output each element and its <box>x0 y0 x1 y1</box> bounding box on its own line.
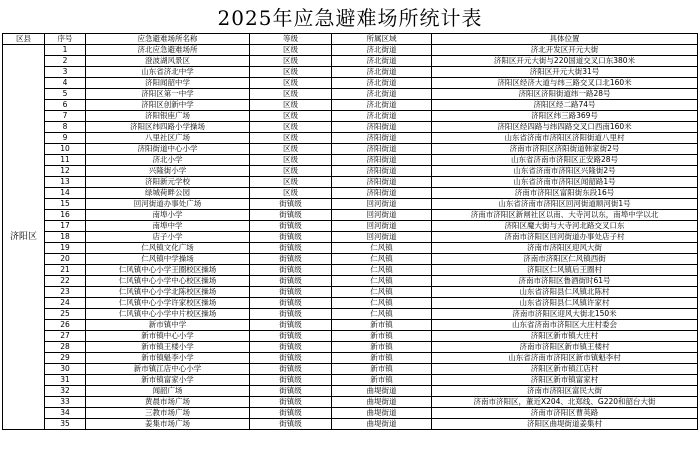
cell-area: 新市镇 <box>332 331 432 342</box>
cell-level: 街镇级 <box>250 364 332 375</box>
cell-name: 济北应急避难场所 <box>86 45 250 56</box>
table-row <box>3 386 698 397</box>
cell-area: 济阳街道 <box>332 133 432 144</box>
cell-name: 济阳街道中心小学 <box>86 144 250 155</box>
cell-location: 济南市济阳区曹英路 <box>432 408 698 419</box>
cell-name: 仁风镇中心小学中心校区操场 <box>86 276 250 287</box>
cell-name: 新市镇王楼小学 <box>86 342 250 353</box>
cell-name: 南埠小学 <box>86 210 250 221</box>
cell-level: 街镇级 <box>250 419 332 430</box>
cell-name: 仁风镇中学操场 <box>86 254 250 265</box>
cell-location: 济南市济阳区迎风大街北150米 <box>432 309 698 320</box>
cell-index: 22 <box>45 276 86 287</box>
cell-location: 济南市济阳区回河街道办事处店子村 <box>432 232 698 243</box>
table-row <box>3 265 698 276</box>
cell-index: 19 <box>45 243 86 254</box>
cell-area: 仁风镇 <box>332 287 432 298</box>
table-row <box>3 397 698 408</box>
cell-area: 仁风镇 <box>332 254 432 265</box>
cell-level: 区级 <box>250 122 332 133</box>
table-row <box>3 144 698 155</box>
cell-name: 济阳新元学校 <box>86 177 250 188</box>
cell-area: 济阳街道 <box>332 122 432 133</box>
cell-index: 29 <box>45 353 86 364</box>
table-row <box>3 177 698 188</box>
cell-location: 济阳区经济大道与纬三路交叉口北160米 <box>432 78 698 89</box>
header-level: 等级 <box>250 34 332 45</box>
cell-index: 8 <box>45 122 86 133</box>
table-row <box>3 56 698 67</box>
cell-name: 济阳闻韶中学 <box>86 78 250 89</box>
table-row <box>3 111 698 122</box>
table-row <box>3 210 698 221</box>
cell-area: 新市镇 <box>332 320 432 331</box>
table-row <box>3 45 698 56</box>
cell-area: 仁风镇 <box>332 243 432 254</box>
cell-location: 济阳区曲堤街道姜集村 <box>432 419 698 430</box>
table-body <box>3 45 698 430</box>
cell-name: 新市镇魁李小学 <box>86 353 250 364</box>
cell-level: 街镇级 <box>250 386 332 397</box>
cell-level: 街镇级 <box>250 243 332 254</box>
cell-area: 仁风镇 <box>332 309 432 320</box>
cell-index: 14 <box>45 188 86 199</box>
cell-area: 济北街道 <box>332 89 432 100</box>
cell-area: 济阳街道 <box>332 188 432 199</box>
cell-location: 济阳区开元大街与220国道交叉口东380米 <box>432 56 698 67</box>
table-row <box>3 67 698 78</box>
cell-name: 兴隆街小学 <box>86 166 250 177</box>
cell-index: 15 <box>45 199 86 210</box>
cell-level: 街镇级 <box>250 320 332 331</box>
cell-index: 25 <box>45 309 86 320</box>
shelter-table <box>2 33 698 430</box>
table-row <box>3 166 698 177</box>
table-row <box>3 287 698 298</box>
cell-area: 曲堤街道 <box>332 419 432 430</box>
cell-index: 2 <box>45 56 86 67</box>
table-row <box>3 133 698 144</box>
cell-location: 济阳区魔大街与大寺河北路交叉口东 <box>432 221 698 232</box>
cell-name: 济阳区纬四路小学操场 <box>86 122 250 133</box>
cell-location: 济南市济阳区鲁酒街时61号 <box>432 276 698 287</box>
cell-level: 街镇级 <box>250 353 332 364</box>
cell-level: 街镇级 <box>250 342 332 353</box>
cell-level: 街镇级 <box>250 210 332 221</box>
cell-name: 济北小学 <box>86 155 250 166</box>
cell-location: 山东省济南市济阳区兴隆街2号 <box>432 166 698 177</box>
cell-area: 回河街道 <box>332 210 432 221</box>
cell-location: 济北开发区开元大街 <box>432 45 698 56</box>
cell-index: 34 <box>45 408 86 419</box>
cell-index: 28 <box>45 342 86 353</box>
cell-name: 新市镇江店中心小学 <box>86 364 250 375</box>
cell-area: 济阳街道 <box>332 177 432 188</box>
cell-location: 山东省济南市济阳区回河街道顺河街1号 <box>432 199 698 210</box>
cell-location: 山东省济南市济阳区济阳街道八里村 <box>432 133 698 144</box>
cell-index: 7 <box>45 111 86 122</box>
table-row <box>3 254 698 265</box>
cell-name: 闻韶广场 <box>86 386 250 397</box>
cell-area: 新市镇 <box>332 364 432 375</box>
cell-index: 32 <box>45 386 86 397</box>
cell-area: 曲堤街道 <box>332 408 432 419</box>
cell-index: 24 <box>45 298 86 309</box>
cell-name: 澄波湖风景区 <box>86 56 250 67</box>
table-row <box>3 320 698 331</box>
cell-area: 济北街道 <box>332 67 432 78</box>
table-row <box>3 155 698 166</box>
cell-index: 16 <box>45 210 86 221</box>
cell-name: 八里社区广场 <box>86 133 250 144</box>
cell-area: 回河街道 <box>332 199 432 210</box>
cell-index: 9 <box>45 133 86 144</box>
cell-name: 济阳区第一中学 <box>86 89 250 100</box>
cell-name: 三教市场广场 <box>86 408 250 419</box>
cell-name: 济阳区创新中学 <box>86 100 250 111</box>
table-row <box>3 342 698 353</box>
cell-index: 10 <box>45 144 86 155</box>
cell-location: 济阳区新市镇江店村 <box>432 364 698 375</box>
cell-location: 济阳区经二路74号 <box>432 100 698 111</box>
table-row <box>3 298 698 309</box>
cell-area: 仁风镇 <box>332 265 432 276</box>
cell-level: 街镇级 <box>250 254 332 265</box>
cell-location: 济南市济阳区济阳街道韩家街2号 <box>432 144 698 155</box>
cell-index: 1 <box>45 45 86 56</box>
cell-area: 济北街道 <box>332 78 432 89</box>
cell-area: 济阳街道 <box>332 155 432 166</box>
cell-location: 山东省济南市济阳区新市镇魁李村 <box>432 353 698 364</box>
cell-index: 13 <box>45 177 86 188</box>
table-row <box>3 78 698 89</box>
cell-index: 11 <box>45 155 86 166</box>
cell-location: 济南市济阳区，董近X204、北郑线、G220和韶台大街 <box>432 397 698 408</box>
cell-area: 济北街道 <box>332 111 432 122</box>
table-row <box>3 221 698 232</box>
cell-index: 6 <box>45 100 86 111</box>
cell-location: 济南市济阳区富民大街 <box>432 386 698 397</box>
cell-level: 区级 <box>250 188 332 199</box>
cell-name: 仁风镇中心小学许家校区操场 <box>86 298 250 309</box>
cell-name: 南埠中学 <box>86 221 250 232</box>
cell-name: 回河街道办事处广场 <box>86 199 250 210</box>
table-row <box>3 276 698 287</box>
cell-index: 3 <box>45 67 86 78</box>
cell-level: 区级 <box>250 155 332 166</box>
cell-name: 新市镇富家小学 <box>86 375 250 386</box>
cell-level: 街镇级 <box>250 276 332 287</box>
cell-level: 区级 <box>250 78 332 89</box>
cell-index: 21 <box>45 265 86 276</box>
cell-area: 仁风镇 <box>332 298 432 309</box>
header-row <box>3 34 698 45</box>
cell-location: 济南市济阳区迎风大街 <box>432 243 698 254</box>
cell-area: 济北街道 <box>332 45 432 56</box>
header-location: 具体位置 <box>432 34 698 45</box>
cell-level: 街镇级 <box>250 309 332 320</box>
cell-index: 20 <box>45 254 86 265</box>
cell-index: 26 <box>45 320 86 331</box>
cell-level: 区级 <box>250 67 332 78</box>
table-row <box>3 188 698 199</box>
cell-level: 区级 <box>250 100 332 111</box>
cell-county: 济阳区 <box>3 45 45 430</box>
header-county: 区县 <box>3 34 45 45</box>
table-row <box>3 353 698 364</box>
cell-area: 曲堤街道 <box>332 397 432 408</box>
cell-index: 27 <box>45 331 86 342</box>
cell-name: 仁风镇文化广场 <box>86 243 250 254</box>
table-row <box>3 89 698 100</box>
header-name: 应急避难场所名称 <box>86 34 250 45</box>
cell-level: 区级 <box>250 111 332 122</box>
table-row <box>3 232 698 243</box>
cell-index: 5 <box>45 89 86 100</box>
cell-name: 黄晨市场广场 <box>86 397 250 408</box>
page-title: 2025年应急避难场所统计表 <box>217 6 483 30</box>
table-row <box>3 309 698 320</box>
cell-level: 街镇级 <box>250 331 332 342</box>
cell-name: 仁风镇中心小学王圈校区操场 <box>86 265 250 276</box>
cell-location: 济阳区经四路与纬四路交叉口西南160米 <box>432 122 698 133</box>
cell-level: 街镇级 <box>250 199 332 210</box>
cell-area: 济阳街道 <box>332 166 432 177</box>
cell-location: 山东省济南市济阳区大庄村委会 <box>432 320 698 331</box>
cell-name: 新市镇中学 <box>86 320 250 331</box>
cell-name: 姜集市场广场 <box>86 419 250 430</box>
table-row <box>3 100 698 111</box>
cell-level: 街镇级 <box>250 397 332 408</box>
cell-index: 33 <box>45 397 86 408</box>
cell-level: 街镇级 <box>250 375 332 386</box>
cell-area: 回河街道 <box>332 221 432 232</box>
cell-level: 街镇级 <box>250 298 332 309</box>
header-index: 序号 <box>45 34 86 45</box>
cell-location: 济阳区仁风镇后王圈村 <box>432 265 698 276</box>
cell-name: 绿城荷畔公园 <box>86 188 250 199</box>
cell-index: 4 <box>45 78 86 89</box>
cell-index: 17 <box>45 221 86 232</box>
table-row <box>3 408 698 419</box>
cell-index: 23 <box>45 287 86 298</box>
cell-location: 济南市济阳区富阳街东段16号 <box>432 188 698 199</box>
cell-location: 济阳区济阳街道纬一路28号 <box>432 89 698 100</box>
cell-level: 街镇级 <box>250 408 332 419</box>
cell-area: 新市镇 <box>332 353 432 364</box>
cell-area: 回河街道 <box>332 232 432 243</box>
cell-location: 济阳区纬三路369号 <box>432 111 698 122</box>
header-area: 所属区域 <box>332 34 432 45</box>
cell-location: 济阳区新市镇富家村 <box>432 375 698 386</box>
cell-level: 街镇级 <box>250 221 332 232</box>
cell-name: 仁风镇中心小学中片校区操场 <box>86 309 250 320</box>
cell-index: 12 <box>45 166 86 177</box>
table-row <box>3 243 698 254</box>
cell-level: 区级 <box>250 89 332 100</box>
table-row <box>3 364 698 375</box>
cell-level: 区级 <box>250 177 332 188</box>
table-row <box>3 199 698 210</box>
cell-name: 店子小学 <box>86 232 250 243</box>
cell-level: 街镇级 <box>250 265 332 276</box>
table-row <box>3 331 698 342</box>
cell-level: 街镇级 <box>250 287 332 298</box>
cell-area: 济北街道 <box>332 56 432 67</box>
cell-location: 济阳区开元大街31号 <box>432 67 698 78</box>
cell-area: 新市镇 <box>332 375 432 386</box>
table-row <box>3 419 698 430</box>
cell-level: 区级 <box>250 133 332 144</box>
cell-location: 山东省济阳县仁风镇许家村 <box>432 298 698 309</box>
cell-level: 街镇级 <box>250 232 332 243</box>
cell-name: 仁风镇中心小学北陈校区操场 <box>86 287 250 298</box>
cell-location: 济南市济阳区新闸社区以南、大寺河以东，南埠中学以北 <box>432 210 698 221</box>
cell-area: 仁风镇 <box>332 276 432 287</box>
cell-area: 济北街道 <box>332 100 432 111</box>
cell-level: 区级 <box>250 56 332 67</box>
cell-name: 山东省济北中学 <box>86 67 250 78</box>
cell-location: 济阳区新市镇大庄村 <box>432 331 698 342</box>
cell-location: 济南市济阳区新市镇王楼村 <box>432 342 698 353</box>
cell-area: 新市镇 <box>332 342 432 353</box>
cell-location: 山东省济阳县仁风镇北陈村 <box>432 287 698 298</box>
cell-index: 31 <box>45 375 86 386</box>
cell-index: 18 <box>45 232 86 243</box>
cell-location: 济南市济阳区仁风镇西街 <box>432 254 698 265</box>
cell-index: 35 <box>45 419 86 430</box>
cell-index: 30 <box>45 364 86 375</box>
cell-name: 新市镇中心小学 <box>86 331 250 342</box>
cell-level: 区级 <box>250 45 332 56</box>
table-row <box>3 375 698 386</box>
cell-level: 区级 <box>250 166 332 177</box>
table-row <box>3 122 698 133</box>
cell-level: 区级 <box>250 144 332 155</box>
cell-name: 济阳银座广场 <box>86 111 250 122</box>
cell-location: 山东省济南市济阳区正安路28号 <box>432 155 698 166</box>
cell-area: 曲堤街道 <box>332 386 432 397</box>
cell-location: 山东省济南市济阳区闻韶路1号 <box>432 177 698 188</box>
cell-area: 济阳街道 <box>332 144 432 155</box>
